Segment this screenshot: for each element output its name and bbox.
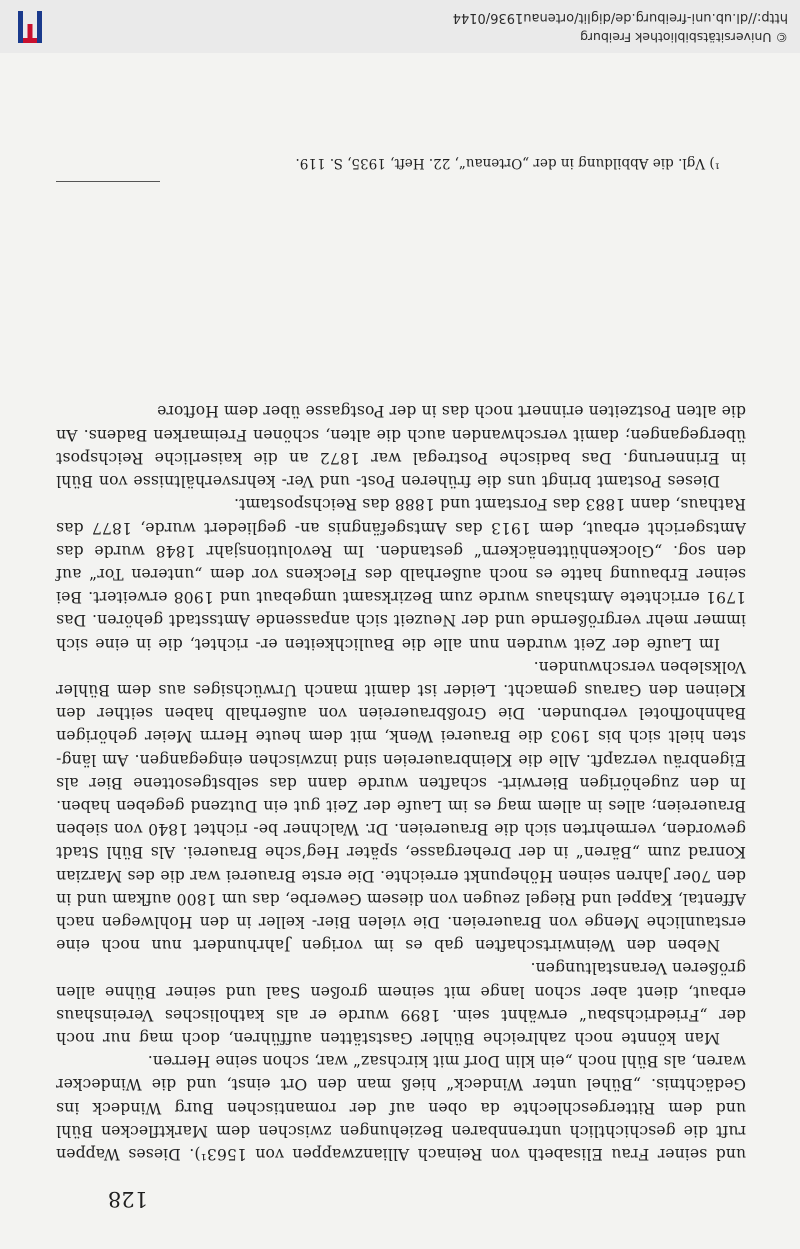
- text-line: noch eine erstaunliche Menge von Brauereien. Die vielen Bier-: [56, 912, 746, 955]
- text-line: Dieses Postamt bringt uns die früheren Post- und Ver-: [275, 472, 720, 491]
- footnote: ¹) Vgl. die Abbildung in der „Ortenau“, 22. Heft, 1935, S. 119.: [295, 155, 720, 171]
- text-line: Zeit gut ein Dutzend gegeben haben. In den zugehörigen Bierwirt-: [56, 773, 746, 815]
- text-line: großen Saal und seiner Bühne allen größeren Veranstaltungen.: [56, 959, 746, 1001]
- text-line: 1563¹). Dieses Wappen ruft die geschichtlich untrennbaren Beziehungen: [56, 1121, 746, 1163]
- text-line: schaften wurde dann das selbstgesottene Bier als Eigenbräu verzapft.: [56, 750, 746, 792]
- document-url-link[interactable]: http://dl.ub.uni-freiburg.de/diglit/ortenau1936/0144: [452, 10, 788, 25]
- ub-freiburg-logo-icon: [10, 7, 50, 47]
- paragraph: [56, 399, 746, 492]
- text-line: verschwanden auch die alten, schönen Freimarken Badens. An die: [56, 402, 746, 444]
- text-line: zum „Bären“ in der Drehergasse, später Heg’sche Brauerei. Als Bühl: [99, 843, 681, 862]
- logo-bar-blue-left: [37, 11, 42, 43]
- text-line: keller in den Hohlwegen nach Affental, Kappel und Riegel zeugen von: [56, 889, 746, 931]
- text-line: Erbauung hatte es noch außerhalb des Fleckens vor dem „unteren Tor“: [81, 564, 689, 583]
- text-line: gegliedert wurde, 1877 das Rathaus, dann 1883 das Forstamt: [55, 495, 746, 537]
- footnote-divider: [56, 181, 160, 182]
- text-line: richtet, die in eine sich immer mehr vergrößernde und der Neuzeit sich: [55, 611, 746, 653]
- text-line: Urwüchsiges aus dem Bühler Volksleben verschwunden.: [55, 657, 746, 699]
- text-line: als katholisches Vereinshaus erbaut, dient aber schon lange mit seinem: [55, 982, 746, 1024]
- text-line: der romantischen Burg Windeck ins Gedächtnis. „Bühel unter Windeck“: [55, 1075, 746, 1117]
- logo-bar-red-top: [23, 38, 37, 43]
- text-line: diesem Gewerbe, das um 1800 aufkam und in den 70er Jahren seinen: [55, 866, 746, 908]
- paragraph: [56, 655, 746, 957]
- text-line: anpassende Amtsstadt gehören. Das 1791 errichtete Amtshaus: [56, 588, 746, 630]
- text-line: gehörigen Bahnhofhotel verbunden. Die Großbrauereien von außerhalb: [56, 704, 746, 746]
- text-line: alten Postzeiten erinnert noch das in der Postgasse über dem Hoftore: [157, 402, 717, 421]
- text-line: kehrsverhältnisse von Bühl in Erinnerung. Das badische: [56, 448, 746, 491]
- text-line: Im Laufe der Zeit wurden nun alle die Baulichkeiten er-: [248, 634, 720, 653]
- text-line: Alle die Kleinbrauereien sind inzwischen eingegangen. Am läng-: [56, 750, 580, 769]
- text-line: wurde das Amtsgericht erbaut, dem 1913 das Amtsgefängnis an-: [56, 518, 746, 560]
- text-line: Neben den Weinwirtschaften gab es im vorigen Jahrhundert nun: [139, 936, 720, 955]
- text-line: Stadt geworden, vermehrten sich die Brauereien. Dr. Walchner be-: [56, 820, 746, 862]
- scanned-page: [0, 52, 800, 1249]
- text-line: Man könnte noch zahlreiche Bühler Gaststätten aufführen, doch: [173, 1028, 720, 1047]
- text-line: Höhepunkt erreichte. Die erste Brauerei war die des Marzian Konrad: [56, 843, 746, 885]
- text-line: Postregal war 1872 an die kaiserliche Reichspost übergegangen; damit: [56, 425, 746, 467]
- viewer-footer: [0, 0, 800, 53]
- text-line: hieß man den Ort einst, und die Windecker waren, als Bühl noch „ein: [55, 1052, 746, 1094]
- text-line: und seiner Frau Elisabeth von Reinach Allianzwappen von: [246, 1145, 746, 1163]
- text-line: auf den sog. „Glockenhüttenäckern“ gestanden. Im Revolutionsjahr 1848: [56, 541, 746, 583]
- copyright-notice: © Universitätsbibliothek Freiburg: [580, 30, 788, 45]
- text-line: haben seither den Kleinen den Garaus gemacht. Leider ist damit manch: [56, 680, 746, 723]
- paragraph: [56, 956, 746, 1049]
- text-line: wurde zum Bezirksamt umgebaut und 1908 erweitert. Bei seiner: [56, 564, 746, 607]
- text-line: klin Dorf mit kirchsaz“ war, schon seine Herren.: [147, 1052, 535, 1071]
- text-line: mag nur noch der „Friedrichsbau“ erwähnt sein. 1899 wurde er: [56, 1005, 746, 1047]
- text-line: richtet 1840 von sieben Brauereien; alles in allem mag es im Laufe der: [56, 796, 746, 839]
- logo-bar-blue-right: [18, 11, 23, 43]
- text-line: zwischen dem Marktflecken Bühl und dem Rittergeschlechte da oben auf: [56, 1098, 746, 1140]
- page-number: 128: [107, 1187, 148, 1211]
- text-line: und 1888 das Reichspostamt.: [233, 495, 471, 514]
- paragraph: [56, 492, 746, 654]
- logo-bar-red-mid: [28, 24, 33, 38]
- paragraph: [56, 1049, 746, 1165]
- text-line: sten hielt sich bis 1903 die Brauerei Wenk, mit dem heute Herrn Meier: [137, 727, 746, 746]
- body-text: [56, 399, 746, 1165]
